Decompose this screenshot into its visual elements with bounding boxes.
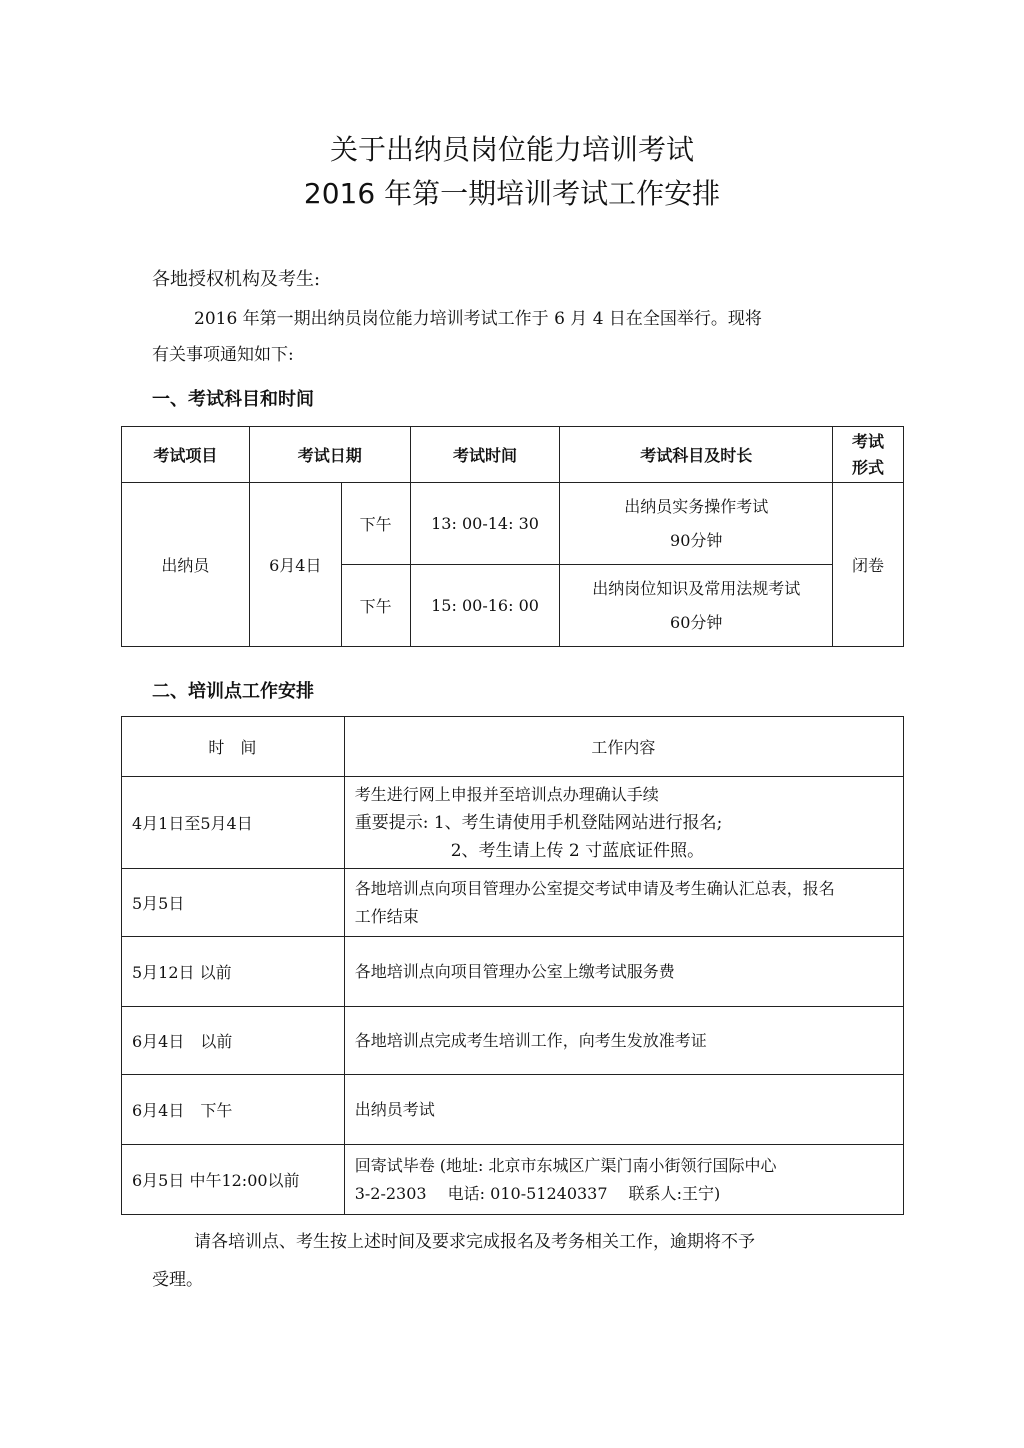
header-content: 工作内容 <box>344 717 903 777</box>
cell-date: 6月4日 <box>249 483 341 647</box>
closing-line1: 请各培训点、考生按上述时间及要求完成报名及考务相关工作，逾期将不予 <box>194 1232 755 1252</box>
cell-period: 下午 <box>341 483 410 565</box>
row-time: 4月1日至5月4日 <box>122 777 345 869</box>
cell-form: 闭卷 <box>833 483 904 647</box>
section2-heading: 二、培训点工作安排 <box>152 681 314 702</box>
row-content <box>344 1145 903 1215</box>
table-row <box>122 777 904 869</box>
intro-line1: 2016 年第一期出纳员岗位能力培训考试工作于 6 月 4 日在全国举行。现将 <box>194 309 762 329</box>
closing-paragraph <box>152 1223 872 1299</box>
intro-line2: 有关事项通知如下: <box>152 345 294 365</box>
table-row <box>122 1075 904 1145</box>
row-time: 5月12日 以前 <box>122 937 345 1007</box>
header-form-line2: 形式 <box>852 457 885 477</box>
table-row <box>122 1145 904 1215</box>
subject-duration: 60分钟 <box>670 612 723 632</box>
section1-heading: 一、考试科目和时间 <box>152 389 314 410</box>
content-line: 工作结束 <box>354 906 419 926</box>
document-title-line1: 关于出纳员岗位能力培训考试 <box>329 133 694 166</box>
header-time: 时 间 <box>122 717 345 777</box>
exam-schedule-table <box>121 426 904 647</box>
row-time: 6月4日 以前 <box>122 1007 345 1075</box>
cell-subject <box>560 483 833 565</box>
cell-time: 13: 00-14: 30 <box>410 483 560 565</box>
document-title-line2: 2016 年第一期培训考试工作安排 <box>303 177 721 210</box>
important-note-line: 2、考生请上传 2 寸蓝底证件照。 <box>450 840 705 861</box>
table-row <box>122 1007 904 1075</box>
row-time: 6月4日 下午 <box>122 1075 345 1145</box>
content-line: 回寄试毕卷 (地址: 北京市东城区广渠门南小街领行国际中心 <box>354 1155 777 1175</box>
cell-time: 15: 00-16: 00 <box>410 565 560 647</box>
important-note-line: 重要提示: 1、考生请使用手机登陆网站进行报名; <box>354 812 723 833</box>
content-line: 3-2-2303 电话: 010-51240337 联系人:王宁) <box>354 1183 721 1203</box>
table-row <box>122 869 904 937</box>
content-line: 各地培训点向项目管理办公室提交考试申请及考生确认汇总表，报名 <box>354 878 835 898</box>
cell-project: 出纳员 <box>122 483 250 647</box>
cell-subject <box>560 565 833 647</box>
intro-paragraph <box>152 301 872 373</box>
header-project: 考试项目 <box>122 427 250 483</box>
row-content <box>344 869 903 937</box>
header-form <box>833 427 904 483</box>
row-time: 6月5日 中午12:00以前 <box>122 1145 345 1215</box>
content-line: 出纳员考试 <box>354 1099 435 1119</box>
row-content <box>344 777 903 869</box>
row-time: 5月5日 <box>122 869 345 937</box>
header-form-line1: 考试 <box>852 431 885 451</box>
subject-name: 出纳岗位知识及常用法规考试 <box>592 578 801 598</box>
table-row <box>122 937 904 1007</box>
training-schedule-table <box>121 716 904 1215</box>
closing-line2: 受理。 <box>152 1270 203 1290</box>
content-line: 考生进行网上申报并至培训点办理确认手续 <box>354 784 659 804</box>
header-date: 考试日期 <box>249 427 410 483</box>
header-subject: 考试科目及时长 <box>560 427 833 483</box>
row-content <box>344 1075 903 1145</box>
content-line: 各地培训点向项目管理办公室上缴考试服务费 <box>354 961 675 981</box>
row-content <box>344 937 903 1007</box>
content-line: 各地培训点完成考生培训工作，向考生发放准考证 <box>354 1030 707 1050</box>
row-content <box>344 1007 903 1075</box>
header-time: 考试时间 <box>410 427 560 483</box>
subject-name: 出纳员实务操作考试 <box>624 496 769 516</box>
subject-duration: 90分钟 <box>670 530 723 550</box>
cell-period: 下午 <box>341 565 410 647</box>
salutation: 各地授权机构及考生: <box>152 269 321 290</box>
